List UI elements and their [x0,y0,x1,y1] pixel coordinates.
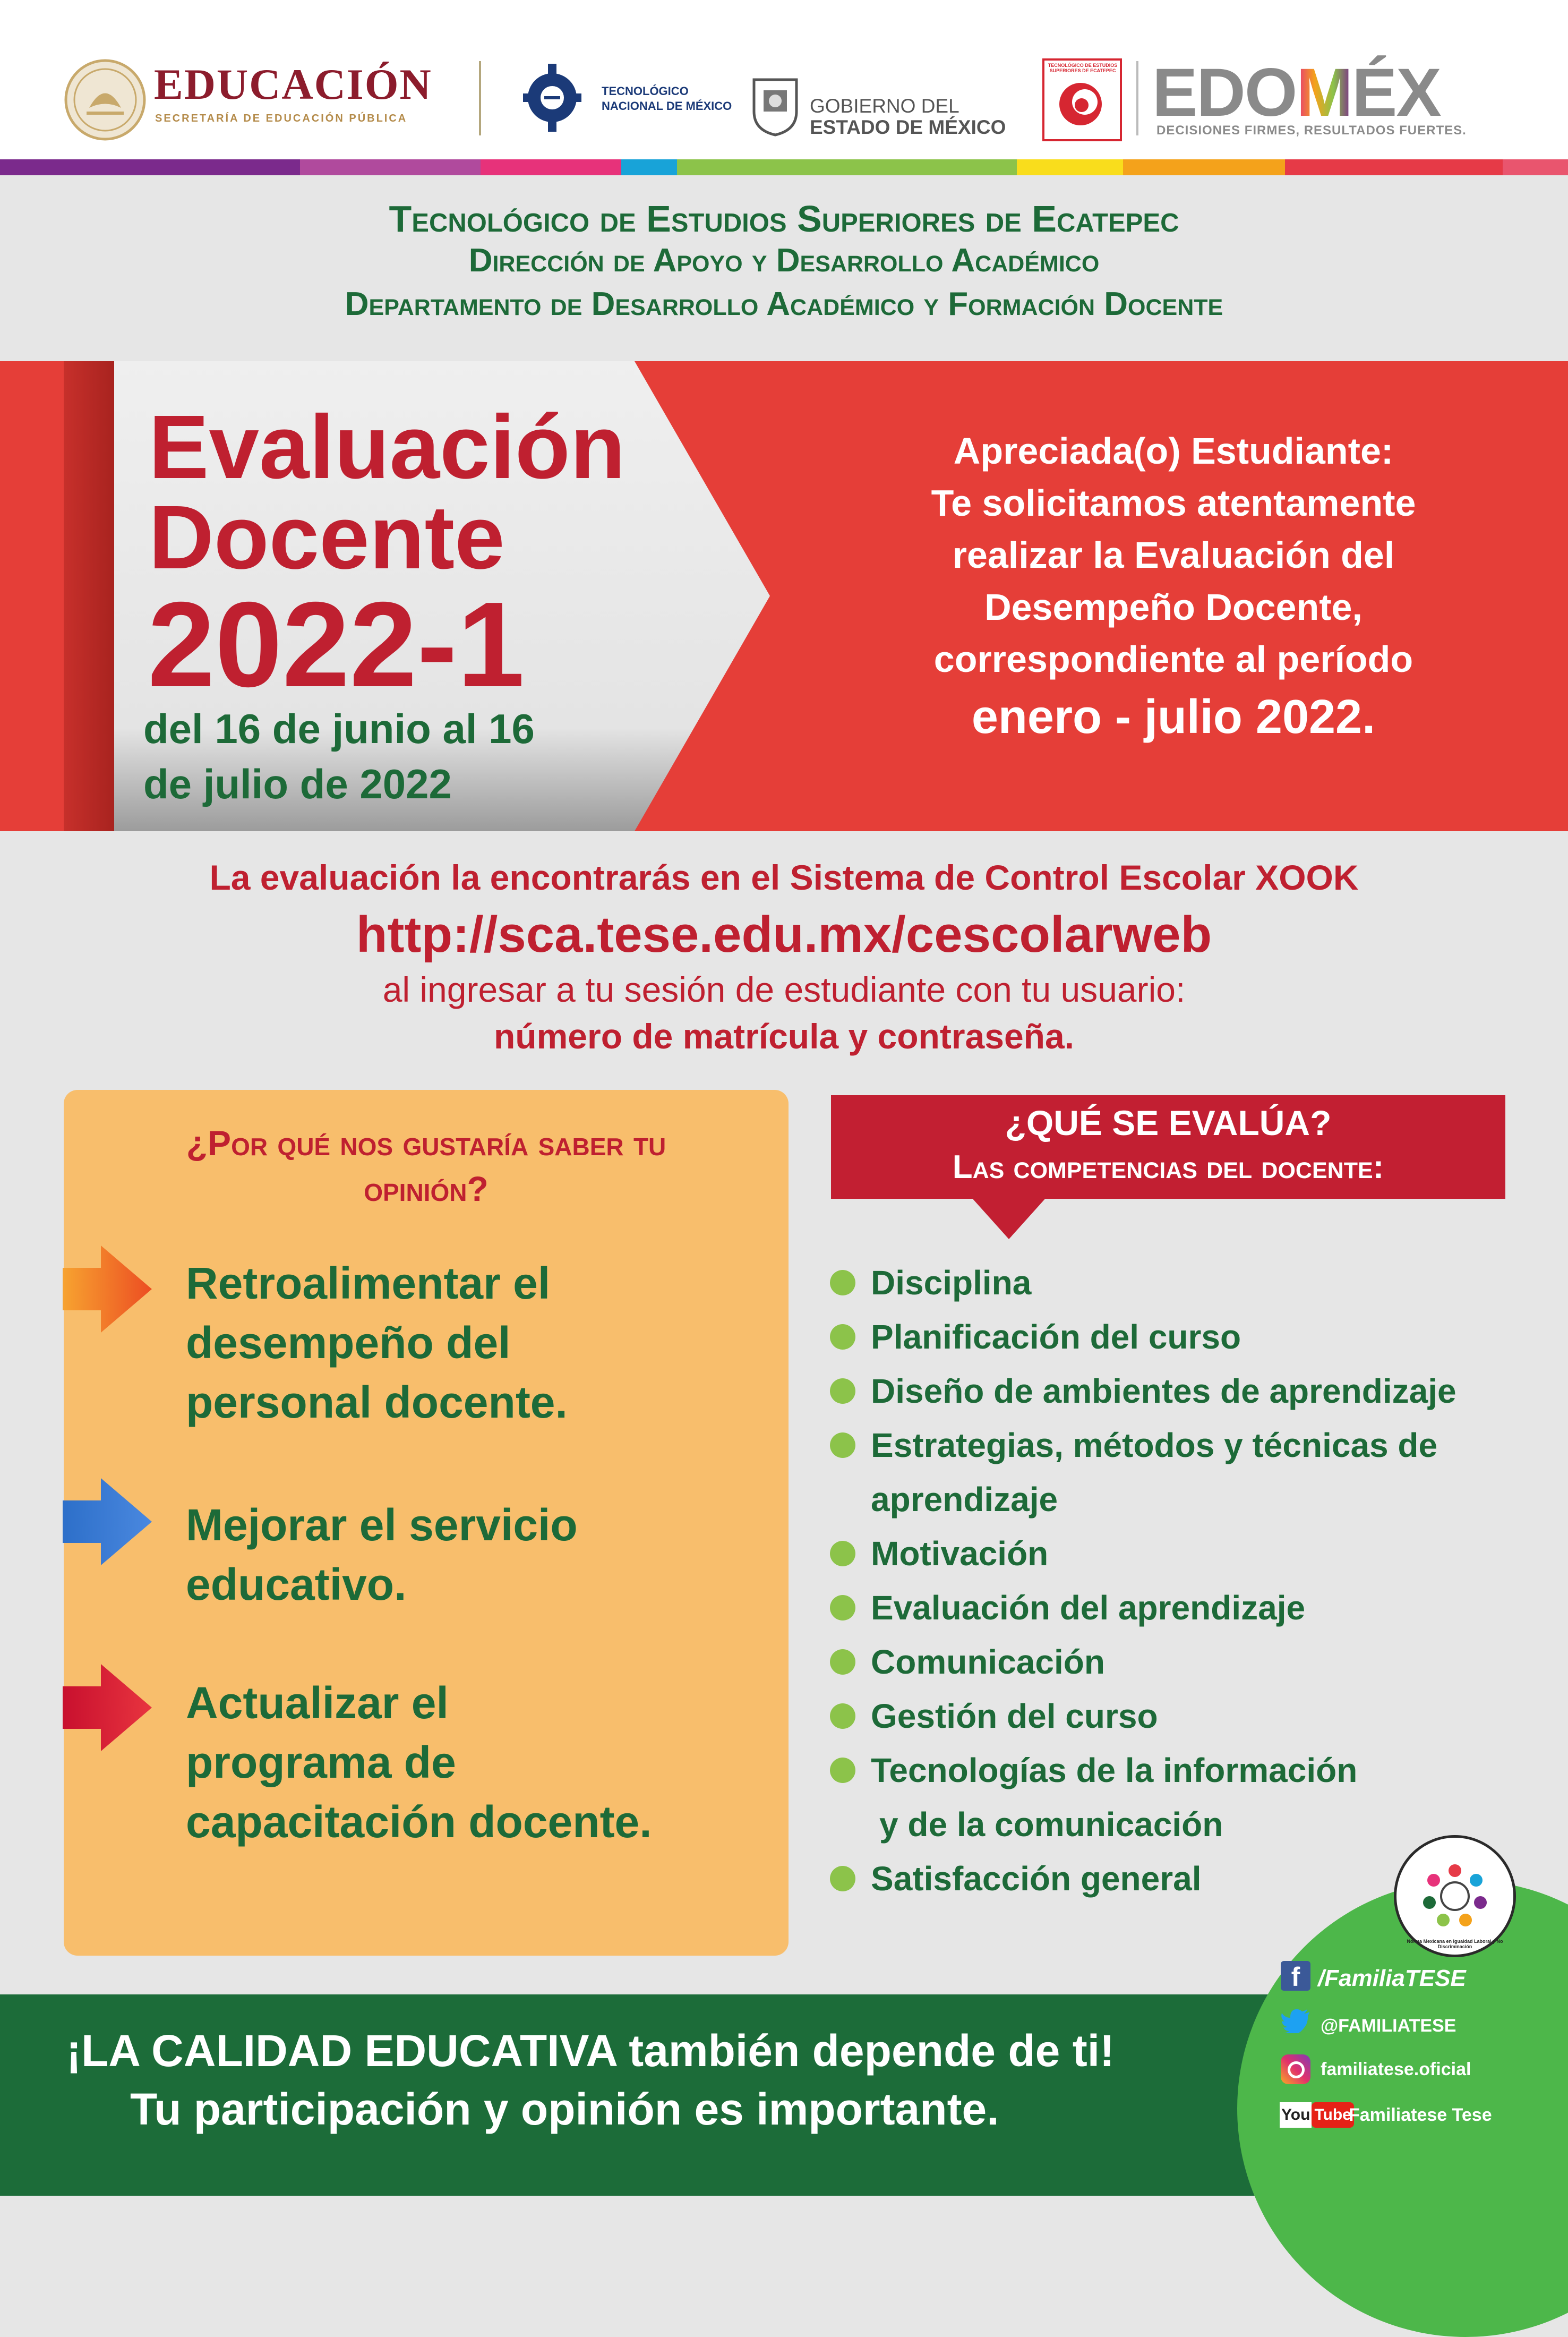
bullet-dot [830,1758,855,1783]
competency-label: Tecnologías de la información [871,1751,1358,1789]
access-line4: número de matrícula y contraseña. [493,1017,1075,1056]
reason-improve-line2: educativo. [186,1559,407,1609]
competency-label: Disciplina [871,1264,1032,1302]
footer-slogan-line2: Tu participación y opinión es importante. [130,2084,999,2134]
tecnm-gear-icon [523,59,581,137]
competency-item [828,1316,1529,1358]
competency-item [828,1261,1529,1304]
message-line1: Apreciada(o) Estudiante: [953,430,1394,472]
reason-feedback [186,1253,568,1432]
evaluated-title: ¿QUÉ SE EVALÚA? [1005,1103,1332,1142]
gobierno-line2: ESTADO DE MÉXICO [810,116,1006,138]
stripe-segment [0,159,300,175]
tecnm-line2: NACIONAL DE MÉXICO [602,99,732,113]
student-message [791,425,1556,749]
educacion-title: EDUCACIÓN [154,60,432,108]
stripe-segment [1285,159,1503,175]
instagram-handle[interactable]: familiatese.oficial [1321,2059,1471,2079]
sep-eagle-seal-icon [63,57,148,142]
evaluated-subtitle: Las competencias del docente: [952,1149,1384,1185]
bullet-dot [830,1541,855,1566]
tecnm-name [602,84,732,114]
orange-arrow-icon [63,1246,153,1333]
reason-improve [186,1495,578,1614]
red-arrow-icon [63,1664,153,1752]
title-docente: Docente [149,487,505,588]
gobierno-line1: GOBIERNO DEL [810,95,959,117]
competency-label: Estrategias, métodos y técnicas de [871,1426,1438,1464]
competency-label: Comunicación [871,1643,1105,1681]
facebook-icon[interactable]: f [1281,1961,1310,1991]
tecnm-line1: TECNOLÓGICO [602,84,689,98]
title-evaluacion: Evaluación [149,397,626,498]
bullet-dot [830,1270,855,1295]
color-stripe [0,159,1568,175]
competency-item [828,1370,1529,1412]
seal-caption: Norma Mexicana en Igualdad Laboral y No Discriminación [1407,1939,1503,1949]
reason-update [186,1673,652,1852]
institution-line3: Departamento de Desarrollo Académico y Formación Docente [345,286,1223,322]
date-range-line2: de julio de 2022 [143,761,452,807]
why-title-line1: ¿Por qué nos gustaría saber tu [186,1123,666,1163]
stripe-segment [621,159,677,175]
bullet-dot [830,1595,855,1620]
reason-update-line2: programa de [186,1737,456,1787]
people-circle-icon [1396,1838,1513,1955]
stripe-segment [1503,159,1568,175]
edomex-slogan: DECISIONES FIRMES, RESULTADOS FUERTES. [1156,123,1467,138]
reason-update-line3: capacitación docente. [186,1797,652,1847]
tese-logo-badge [1042,58,1122,141]
edomex-logo-m: M [1296,55,1352,131]
competency-label: Satisfacción general [871,1860,1202,1898]
message-line3: realizar la Evaluación del [952,534,1395,576]
reason-update-line1: Actualizar el [186,1678,449,1728]
message-line5: correspondiente al período [933,638,1413,680]
why-title-line2: opinión? [364,1169,489,1208]
edomex-shield-icon [749,74,802,137]
competency-label: Diseño de ambientes de aprendizaje [871,1372,1456,1410]
band-ribbon-fold [64,361,114,831]
institution-line2: Dirección de Apoyo y Desarrollo Académico [468,242,1100,279]
twitter-handle[interactable]: @FAMILIATESE [1321,2016,1456,2036]
youtube-badge-tube: Tube [1312,2102,1353,2128]
access-url-link[interactable]: http://sca.tese.edu.mx/cescolarweb [356,906,1212,963]
reason-feedback-line1: Retroalimentar el [186,1258,551,1308]
competency-label: aprendizaje [871,1480,1058,1519]
competency-item [828,1641,1529,1683]
competency-label: y de la comunicación [879,1805,1223,1844]
competency-item [828,1532,1529,1575]
bullet-dot [830,1378,855,1404]
competency-item [828,1749,1529,1792]
competency-item-continued [828,1478,1529,1521]
edomex-logo-a: EDO [1152,55,1297,131]
competency-item [828,1695,1529,1737]
bullet-dot [830,1866,855,1891]
access-line3: al ingresar a tu sesión de estudiante con tu usuario: [382,970,1186,1009]
tese-badge-text: TECNOLÓGICO DE ESTUDIOS SUPERIORES DE ECATEPEC [1048,63,1118,73]
bullet-dot [830,1703,855,1729]
bullet-dot [830,1324,855,1350]
competency-item [828,1424,1529,1466]
twitter-bird-icon[interactable] [1281,2009,1310,2033]
youtube-handle[interactable]: Familiatese Tese [1349,2105,1492,2125]
competency-label: Planificación del curso [871,1318,1241,1356]
educacion-subtitle: SECRETARÍA DE EDUCACIÓN PÚBLICA [155,113,408,124]
footer-slogan-line1: ¡LA CALIDAD EDUCATIVA también depende de ti! [66,2026,1115,2076]
title-period: 2022-1 [148,577,525,712]
message-line4: Desempeño Docente, [984,586,1363,628]
stripe-segment [1017,159,1123,175]
stripe-segment [677,159,1017,175]
institution-line1: Tecnológico de Estudios Superiores de Ecatepec [389,198,1179,240]
bullet-dot [830,1649,855,1675]
access-line1: La evaluación la encontrarás en el Sistema de Control Escolar XOOK [209,858,1359,897]
gobierno-name [810,96,1006,138]
message-period: enero - julio 2022. [971,690,1376,744]
bullet-dot [830,1432,855,1458]
reason-feedback-line2: desempeño del [186,1318,511,1368]
edomex-logo-ex: ÉX [1352,55,1441,131]
youtube-badge-you: You [1280,2102,1312,2128]
stripe-segment [481,159,621,175]
competency-label: Motivación [871,1534,1049,1573]
facebook-handle[interactable]: /FamiliaTESE [1318,1965,1466,1991]
stripe-segment [1123,159,1285,175]
reason-feedback-line3: personal docente. [186,1377,568,1427]
competency-label: Evaluación del aprendizaje [871,1589,1306,1627]
competency-label: Gestión del curso [871,1697,1158,1735]
divider [1136,61,1138,135]
blue-arrow-icon [63,1478,153,1566]
message-line2: Te solicitamos atentamente [931,482,1416,524]
date-range-line1: del 16 de junio al 16 [143,705,535,752]
instagram-icon[interactable] [1281,2054,1310,2084]
reason-improve-line1: Mejorar el servicio [186,1500,578,1550]
competency-item [828,1587,1529,1629]
divider [479,61,481,135]
edomex-logo [1152,53,1441,133]
banner-pointer [972,1198,1046,1240]
youtube-icon[interactable] [1280,2102,1354,2128]
stripe-segment [300,159,481,175]
equality-norm-seal [1394,1835,1516,1957]
